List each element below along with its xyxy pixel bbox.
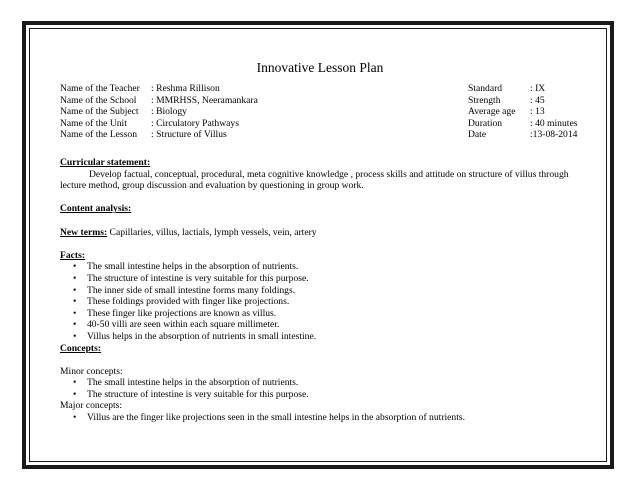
info-label: Duration	[468, 117, 503, 129]
list-item	[60, 412, 580, 424]
curricular-line: lecture method, group discussion and evaluation by questioning in group work.	[60, 180, 364, 192]
list-item	[60, 319, 580, 331]
list-item-text: The small intestine helps in the absorption of nutrients.	[87, 377, 299, 389]
info-value: : Biology	[151, 106, 187, 118]
info-value: : MMRHSS, Neeramankara	[151, 94, 258, 106]
info-block	[60, 83, 580, 141]
list-item	[60, 296, 580, 308]
list-item	[60, 261, 580, 273]
new-terms-heading: New terms:	[60, 226, 108, 238]
list-item	[60, 308, 580, 320]
list-item-text: Villus helps in the absorption of nutrients in small intestine.	[87, 330, 317, 342]
list-item	[60, 389, 580, 401]
bullet-icon: •	[73, 261, 77, 273]
info-label: Strength	[468, 94, 501, 106]
list-item	[60, 377, 580, 389]
info-label: Name of the School	[60, 94, 137, 106]
list-item-text: The inner side of small intestine forms many foldings.	[87, 284, 296, 296]
info-label: Average age	[468, 106, 516, 118]
bullet-icon: •	[73, 330, 77, 342]
info-value: : Reshma Rillison	[151, 83, 220, 94]
minor-concepts-label: Minor concepts:	[60, 365, 123, 377]
info-value: : IX	[530, 83, 546, 94]
info-row	[60, 106, 580, 118]
document-title: Innovative Lesson Plan	[256, 60, 384, 75]
list-item-text: The structure of intestine is very suitable for this purpose.	[87, 272, 309, 284]
list-item-text: The structure of intestine is very suitable for this purpose.	[87, 388, 309, 400]
curricular-statement	[60, 169, 580, 192]
new-terms	[60, 227, 580, 239]
major-concepts-label: Major concepts:	[60, 400, 123, 412]
info-label: Date	[468, 129, 487, 141]
info-label: Standard	[468, 83, 503, 94]
info-value: : 13	[530, 106, 545, 118]
info-row	[60, 118, 580, 130]
major-concepts-list	[60, 412, 580, 424]
bullet-icon: •	[73, 284, 77, 296]
info-label: Name of the Teacher	[60, 83, 140, 94]
info-row	[60, 129, 580, 141]
list-item-text: These foldings provided with finger like projections.	[87, 296, 290, 308]
info-label: Name of the Unit	[60, 117, 127, 129]
info-label: Name of the Lesson	[60, 129, 137, 141]
minor-concepts-list	[60, 377, 580, 400]
bullet-icon: •	[73, 319, 77, 331]
info-value: : Structure of Villus	[151, 129, 227, 141]
info-value: : 45	[530, 94, 545, 106]
info-row	[60, 83, 580, 95]
bullet-icon: •	[73, 412, 77, 424]
info-value: : 40 minutes	[530, 117, 578, 129]
info-value: :13-08-2014	[530, 129, 578, 141]
list-item	[60, 331, 580, 343]
facts-heading: Facts:	[60, 249, 86, 261]
facts-list	[60, 261, 580, 342]
concepts-heading: Concepts:	[60, 342, 102, 354]
content-analysis-heading: Content analysis:	[60, 203, 132, 215]
curricular-line: Develop factual, conceptual, procedural, meta cognitive knowledge , process skills and attitude on structure of villus through	[89, 168, 569, 180]
list-item	[60, 285, 580, 297]
list-item-text: Villus are the finger like projections seen in the small intestine helps in the absorption of nutrients.	[87, 412, 466, 424]
bullet-icon: •	[73, 377, 77, 389]
bullet-icon: •	[73, 388, 77, 400]
bullet-icon: •	[73, 272, 77, 284]
lesson-body	[60, 157, 580, 424]
list-item	[60, 273, 580, 285]
bullet-icon: •	[73, 307, 77, 319]
curricular-heading: Curricular statement:	[60, 157, 151, 168]
list-item-text: 40-50 villi are seen within each square millimeter.	[87, 319, 280, 331]
list-item-text: The small intestine helps in the absorption of nutrients.	[87, 261, 299, 273]
bullet-icon: •	[73, 296, 77, 308]
info-value: : Circulatory Pathways	[151, 117, 239, 129]
list-item-text: These finger like projections are known as villus.	[87, 307, 277, 319]
new-terms-text: Capillaries, villus, lactials, lymph vessels, vein, artery	[107, 226, 317, 238]
info-row	[60, 95, 580, 107]
info-label: Name of the Subject	[60, 106, 139, 118]
